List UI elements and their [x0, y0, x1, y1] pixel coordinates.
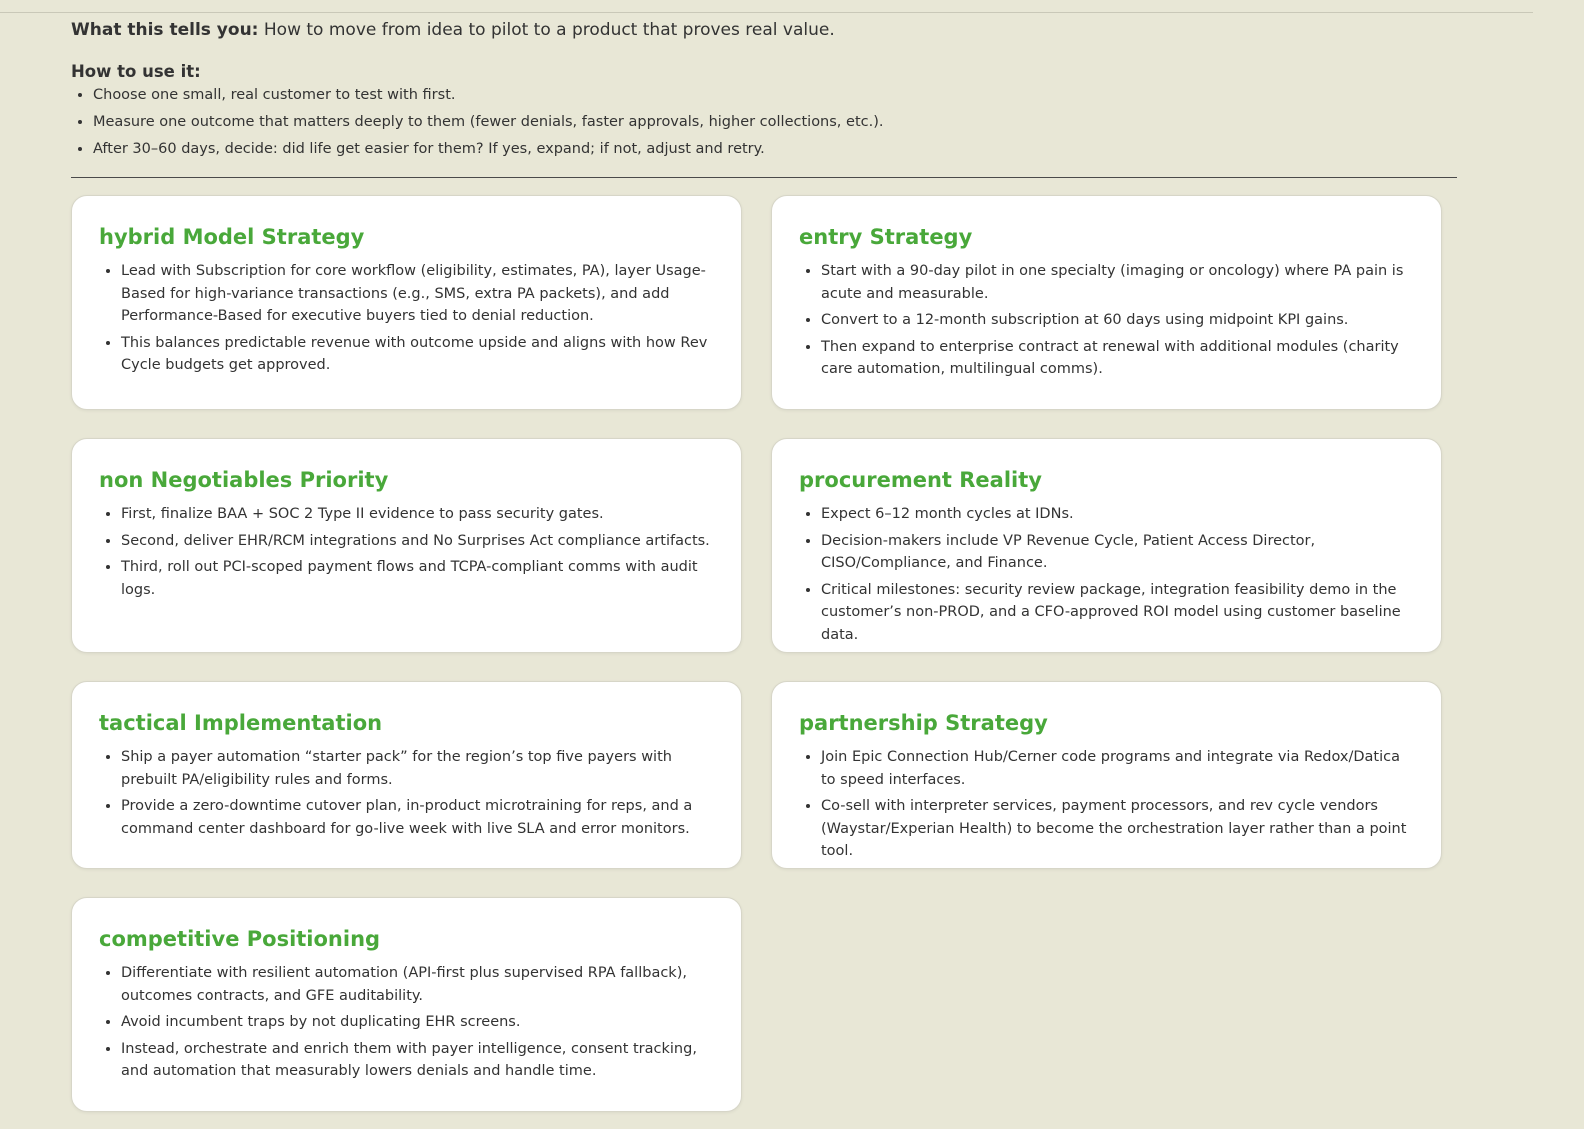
intro-section: [71, 18, 1457, 167]
how-to-use-title: How to use it:: [71, 62, 201, 81]
list-item: • Then expand to enterprise contract at renewal with additional modules (charity care automation, multilingual comms).: [821, 336, 1413, 381]
card-title: entry Strategy: [799, 225, 973, 249]
list-item: • First, finalize BAA + SOC 2 Type II evidence to pass security gates.: [121, 503, 713, 526]
how-to-use-list: [71, 86, 1457, 159]
list-item: • Differentiate with resilient automation (API-first plus supervised RPA fallback), outcomes contracts, and GFE auditability.: [121, 962, 713, 1007]
list-item: • After 30–60 days, decide: did life get easier for them? If yes, expand; if not, adjust and retry.: [93, 140, 1457, 159]
card-list: [99, 962, 713, 1083]
what-this-tells-you: [71, 18, 1457, 42]
card-non-negotiables-priority: [71, 438, 742, 653]
card-list: [799, 746, 1413, 863]
card-partnership-strategy: [771, 681, 1442, 869]
tells-text: How to move from idea to pilot to a product that proves real value.: [263, 20, 835, 40]
section-divider: [71, 177, 1457, 178]
card-list: [799, 503, 1413, 646]
list-item: • Provide a zero-downtime cutover plan, in-product microtraining for reps, and a command center dashboard for go-live week with live SLA and error monitors.: [121, 795, 713, 840]
card-title: competitive Positioning: [99, 927, 381, 951]
list-item: • This balances predictable revenue with outcome upside and aligns with how Rev Cycle budgets get approved.: [121, 332, 713, 377]
list-item: • Measure one outcome that matters deeply to them (fewer denials, faster approvals, higher collections, etc.).: [93, 113, 1457, 132]
card-entry-strategy: [771, 195, 1442, 410]
list-item: • Critical milestones: security review package, integration feasibility demo in the customer’s non-PROD, and a CFO-approved ROI model using customer baseline data.: [821, 579, 1413, 647]
card-title: partnership Strategy: [799, 711, 1048, 735]
list-item: • Expect 6–12 month cycles at IDNs.: [821, 503, 1413, 526]
tells-label: What this tells you:: [71, 20, 259, 40]
card-list: [99, 746, 713, 840]
card-title: hybrid Model Strategy: [99, 225, 365, 249]
list-item: • Start with a 90-day pilot in one specialty (imaging or oncology) where PA pain is acute and measurable.: [821, 260, 1413, 305]
list-item: • Lead with Subscription for core workflow (eligibility, estimates, PA), layer Usage-Based for high-variance transactions (e.g., SMS, extra PA packets), and add Performance-Based for executive buyers tied to denial reduction.: [121, 260, 713, 328]
card-title: non Negotiables Priority: [99, 468, 389, 492]
card-hybrid-model-strategy: [71, 195, 742, 410]
card-list: [99, 503, 713, 601]
list-item: • Avoid incumbent traps by not duplicating EHR screens.: [121, 1011, 713, 1034]
list-item: • Choose one small, real customer to test with first.: [93, 86, 1457, 105]
list-item: • Third, roll out PCI-scoped payment flows and TCPA-compliant comms with audit logs.: [121, 556, 713, 601]
card-list: [99, 260, 713, 377]
card-competitive-positioning: [71, 897, 742, 1112]
card-procurement-reality: [771, 438, 1442, 653]
card-tactical-implementation: [71, 681, 742, 869]
card-title: tactical Implementation: [99, 711, 383, 735]
list-item: • Instead, orchestrate and enrich them with payer intelligence, consent tracking, and automation that measurably lowers denials and handle time.: [121, 1038, 713, 1083]
card-list: [799, 260, 1413, 381]
list-item: • Ship a payer automation “starter pack” for the region’s top five payers with prebuilt PA/eligibility rules and forms.: [121, 746, 713, 791]
list-item: • Join Epic Connection Hub/Cerner code programs and integrate via Redox/Datica to speed interfaces.: [821, 746, 1413, 791]
list-item: • Second, deliver EHR/RCM integrations and No Surprises Act compliance artifacts.: [121, 530, 713, 553]
list-item: • Co-sell with interpreter services, payment processors, and rev cycle vendors (Waystar/Experian Health) to become the orchestration layer rather than a point tool.: [821, 795, 1413, 863]
list-item: • Convert to a 12-month subscription at 60 days using midpoint KPI gains.: [821, 309, 1413, 332]
list-item: • Decision-makers include VP Revenue Cycle, Patient Access Director, CISO/Compliance, and Finance.: [821, 530, 1413, 575]
top-rule: [0, 12, 1533, 13]
card-title: procurement Reality: [799, 468, 1042, 492]
